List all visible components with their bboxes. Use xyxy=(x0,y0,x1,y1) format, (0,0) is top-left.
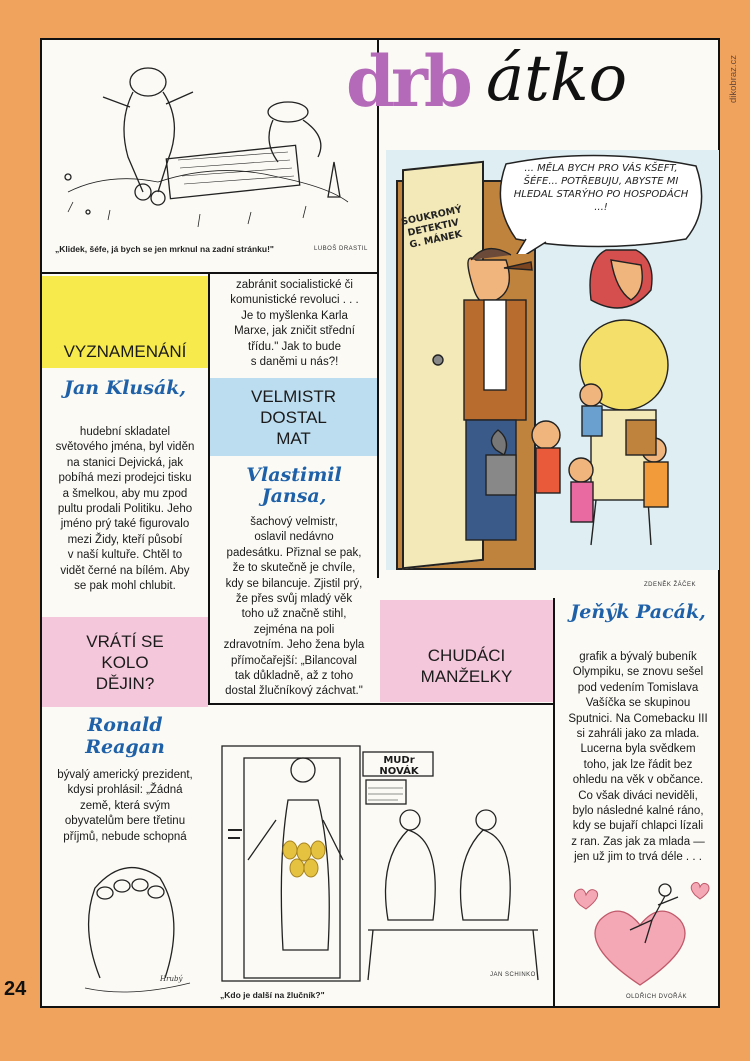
detective-door-sign: SOUKROMÝ DETEKTIV G. MÁNEK xyxy=(400,204,464,251)
cartoon-doctor xyxy=(218,740,548,985)
divider-above-doctor-cartoon xyxy=(208,703,553,705)
person-ronald-reagan: Ronald Reagan xyxy=(85,714,165,758)
section-title-velmistr: VELMISTR DOSTAL MAT xyxy=(210,378,377,456)
text-jenyk-pacak: grafik a bývalý bubeník Olympiku, se znovu sešel pod vedením Tomislava Vašíčka se skupinou Sputnici. Na Comebacku III si zahráli jako za mlada. Lucerna byla svědkem toho, jak lze řádit bez ohledu na věk v občance. Co však diváci neviděli, bylo následné kalné ráno, kdy se bujaří chlapci lízali z ran. Zas jak za mlada — jen už jim to trvá déle . . . xyxy=(568,651,708,864)
column-divider-right xyxy=(553,598,555,1008)
masthead-drb: drb xyxy=(346,40,469,123)
page-number: 24 xyxy=(4,978,27,1000)
text-vlastimil-jansa: šachový velmistr, oslavil nedávno padesátku. Přiznal se pak, že to skutečně je chvíle, kdy se bilancuje. Zjistil prý, že přes svůj mladý věk toho už značně stihl, zejména na poli zdravotním. Jeho žena byla přímočařejší: „Bilancoval tak důkladně, až z toho dostal žlučníkový záchvat." xyxy=(223,516,365,698)
section-title-chudaci: CHUDÁCI MANŽELKY xyxy=(380,600,553,702)
cartoon-detective xyxy=(386,150,719,575)
text-reagan-continued: zabránit socialistické či komunistické revoluci . . . Je to myšlenka Karla Marxe, jak zničit střední třídu." Jak to bude s daněmi u nás?! xyxy=(230,279,359,369)
person-vlastimil-jansa: Vlastimil Jansa, xyxy=(246,464,342,507)
cartoon-hearts-credit: OLDŘICH DVOŘÁK xyxy=(626,994,688,1000)
cartoon-detective-credit: ZDENĚK ŽÁČEK xyxy=(644,582,697,588)
person-jan-klusak: Jan Klusák, xyxy=(63,377,187,399)
text-ronald-reagan: bývalý americký prezident, kdysi prohlásil: „Žádná země, která svým obyvatelům bere třetinu příjmů, nebude schopná xyxy=(57,769,193,843)
cartoon-top-left xyxy=(48,42,368,242)
cartoon-hearts xyxy=(560,875,720,990)
section-title-vrati-se: VRÁTÍ SE KOLO DĚJIN? xyxy=(42,617,208,707)
speech-bubble-text: ... MĚLA BYCH PRO VÁS KŠEFT, ŠÉFE... POTŘEBUJU, ABYSTE MI HLEDAL STARÝHO PO HOSPODÁCH ...! xyxy=(513,163,689,213)
cartoon-top-left-caption: „Klidek, šéfe, já bych se jen mrknul na zadní stránku!" xyxy=(55,244,274,254)
cartoon-doctor-caption: „Kdo je další na žlučník?" xyxy=(220,990,325,1000)
cartoon-doctor-credit: JAN SCHINKO xyxy=(490,972,536,978)
masthead xyxy=(346,40,676,130)
person-jenyk-pacak: Jeňýk Pacák, xyxy=(570,601,706,623)
masthead-atko: átko xyxy=(486,42,628,116)
cartoon-top-left-credit: LUBOŠ DRASTIL xyxy=(314,246,368,252)
text-jan-klusak: hudební skladatel světového jména, byl viděn na stanici Dejvická, jak pobíhá mezi prodejci tisku a šmelkou, aby mu zpod pultu prodali Politiku. Jeho jméno prý také figurovalo mezi Židy, kteří působí v naší kultuře. Chtěl to vidět černé na bílém. Aby se pak mohl chlubit. xyxy=(55,426,195,593)
reagan-signature: Hrubý xyxy=(160,975,183,983)
watermark: dikobraz.cz xyxy=(728,54,739,103)
section-title-vyznamenani: VYZNAMENÁNÍ xyxy=(42,276,208,368)
doctor-door-sign: MUDr NOVÁK xyxy=(379,755,419,777)
